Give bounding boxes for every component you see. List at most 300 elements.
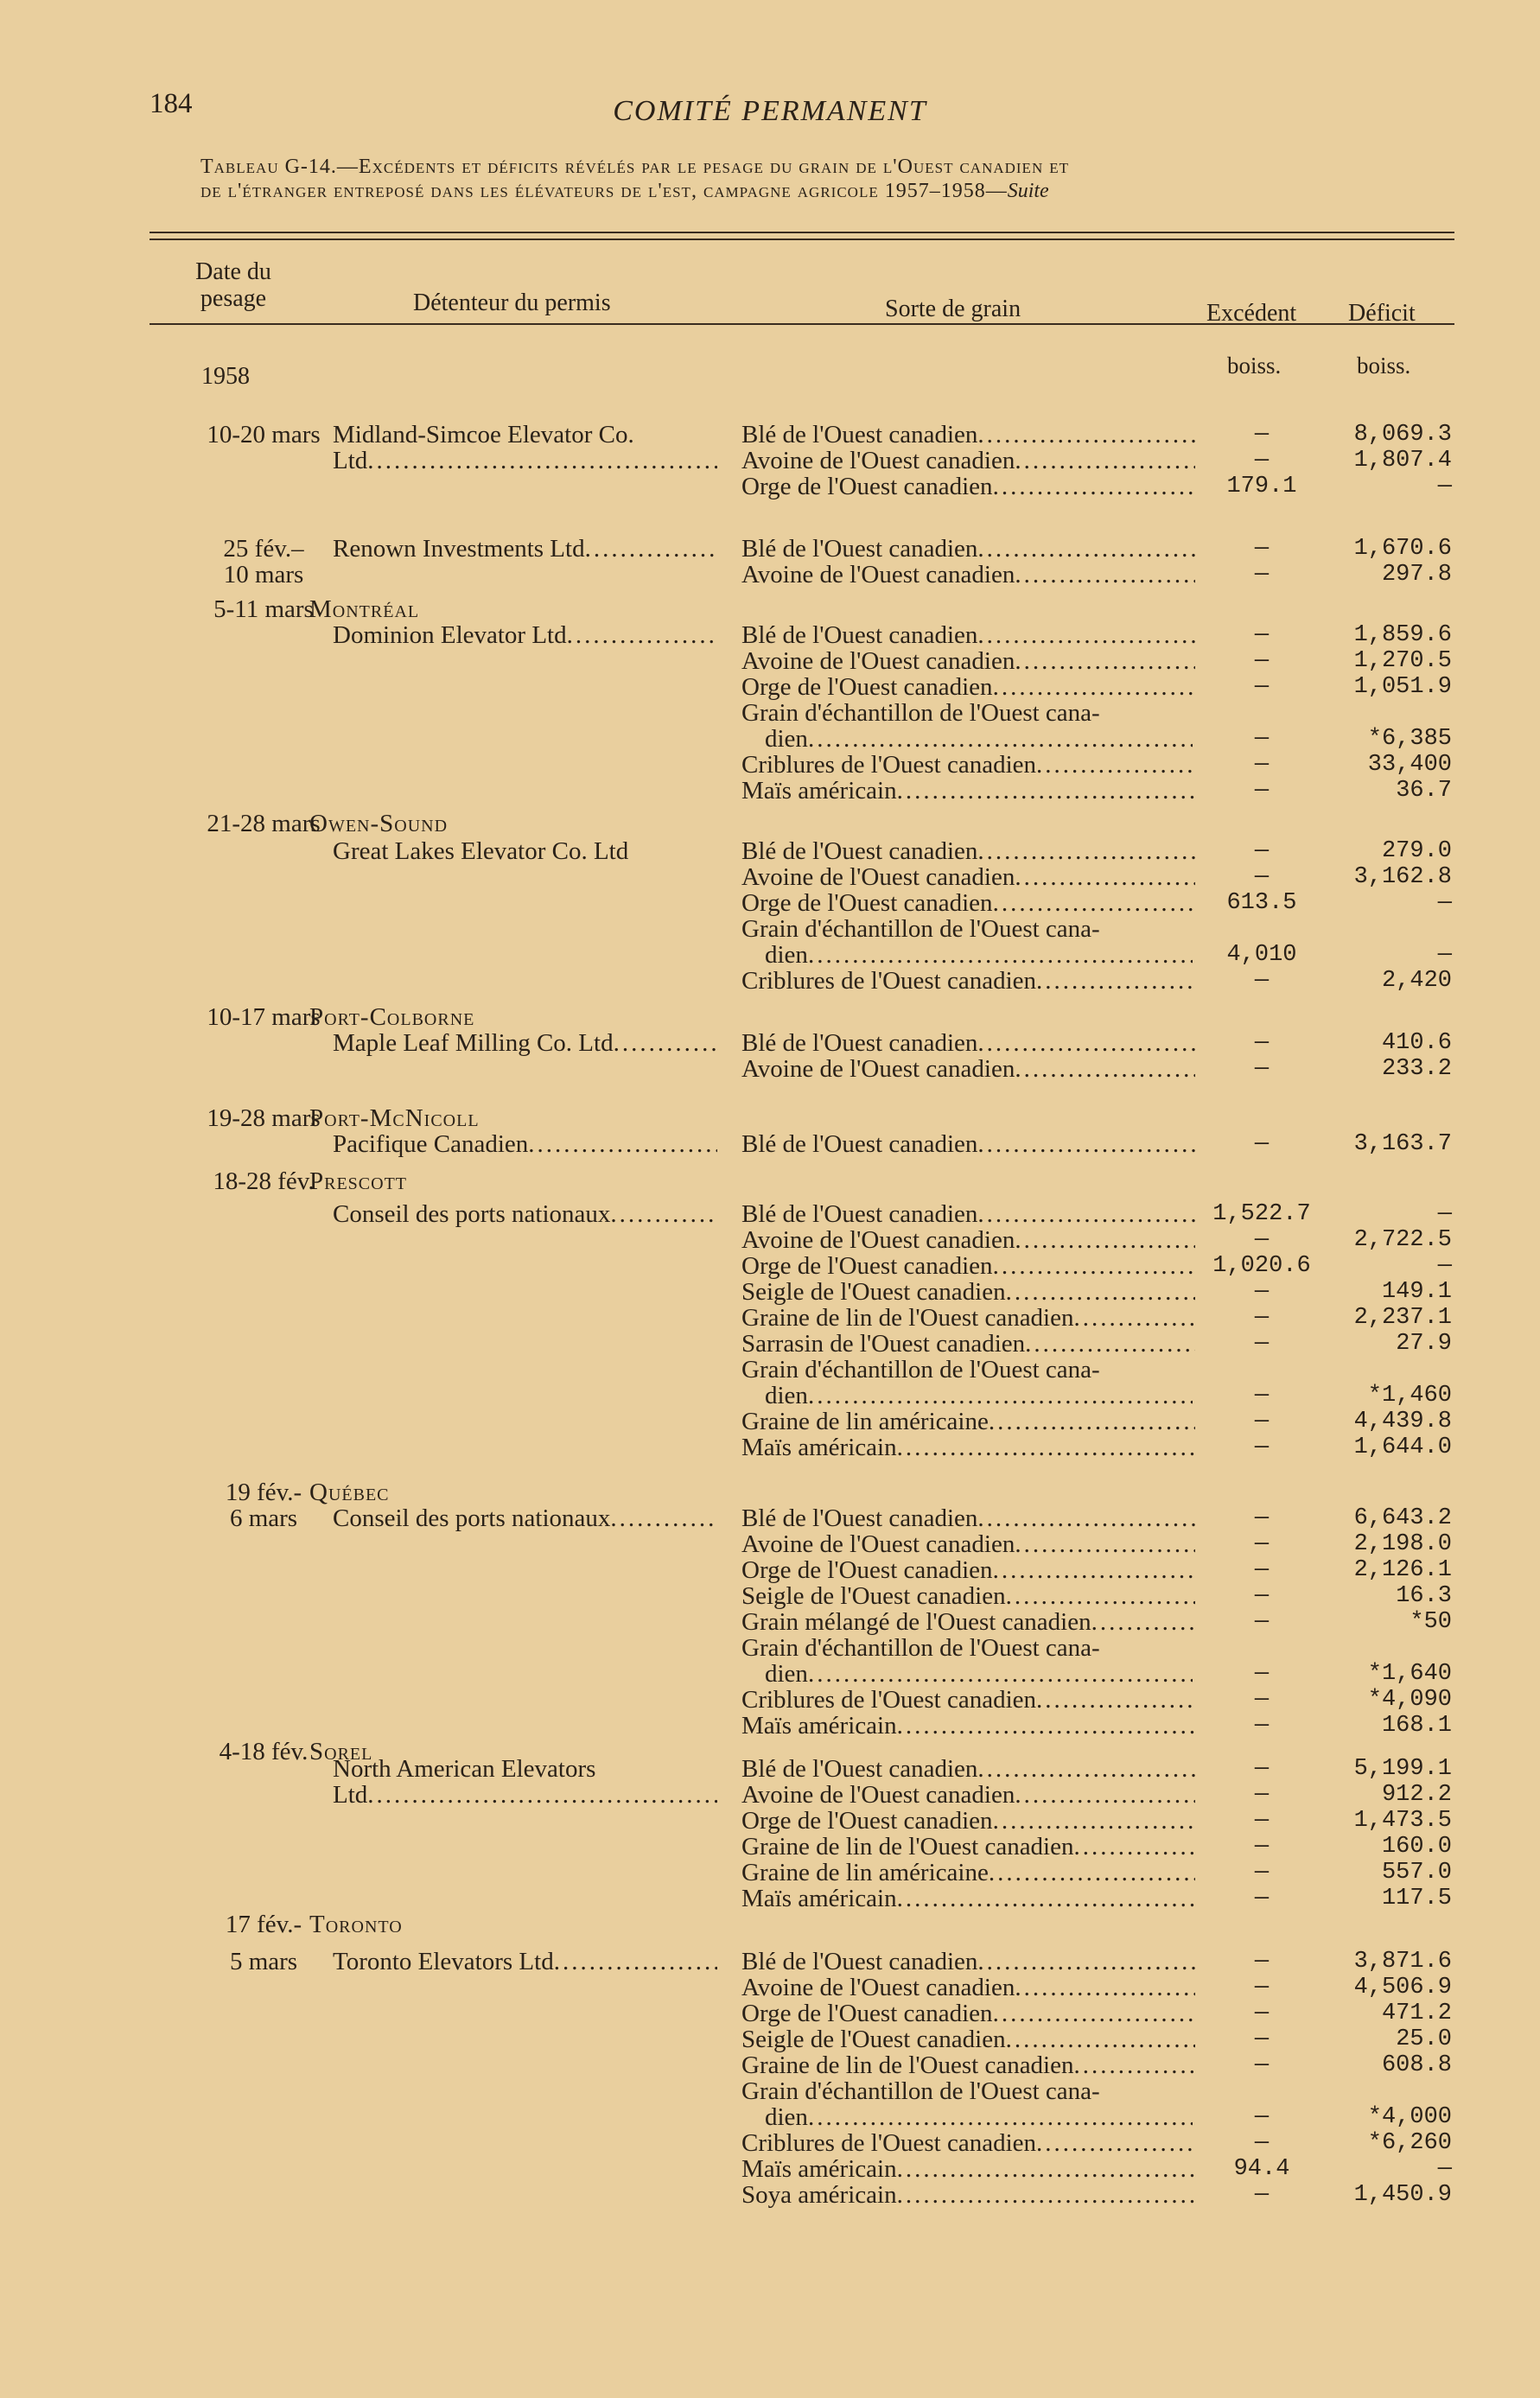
row-excess: — [1254, 1434, 1270, 1460]
table-row [0, 2104, 1540, 2130]
dot-leader [993, 2000, 1195, 2026]
row-grain [765, 726, 1193, 752]
row-grain-text: Orge de l'Ouest canadien [741, 890, 993, 916]
row-grain [741, 648, 1195, 674]
row-holder [333, 1201, 717, 1227]
dot-leader [1036, 1687, 1195, 1713]
table-row [0, 968, 1540, 994]
table-row [0, 1713, 1540, 1739]
header-grain: Sorte de grain [885, 296, 1021, 322]
row-grain: Grain d'échantillon de l'Ouest cana- [741, 699, 1100, 727]
table-row [0, 1687, 1540, 1713]
row-deficit: 2,126.1 [1353, 1557, 1452, 1583]
table-row [0, 2052, 1540, 2078]
table-row [0, 1808, 1540, 1834]
header-rule-bottom [150, 323, 1454, 325]
dot-leader [367, 448, 717, 474]
dot-leader [977, 422, 1195, 448]
row-grain-text: Orge de l'Ouest canadien [741, 674, 993, 700]
row-grain [741, 1609, 1195, 1635]
row-excess: — [1254, 2052, 1270, 2078]
dot-leader [993, 1557, 1195, 1583]
table-row [0, 1583, 1540, 1609]
row-deficit: — [1437, 942, 1452, 968]
table-row [0, 1383, 1540, 1409]
row-grain-text: dien [765, 942, 808, 968]
row-deficit: 1,859.6 [1353, 622, 1452, 648]
row-deficit: 4,506.9 [1353, 1975, 1452, 2000]
table-row [0, 778, 1540, 804]
row-excess: — [1254, 2130, 1270, 2156]
table-row [0, 1030, 1540, 1056]
header-date-line-2: pesage [200, 284, 267, 312]
row-deficit: 2,198.0 [1353, 1531, 1452, 1557]
row-excess: — [1254, 1860, 1270, 1886]
row-grain-text: dien [765, 1383, 808, 1409]
row-grain-text: Seigle de l'Ouest canadien [741, 2026, 1006, 2052]
dot-leader [808, 2104, 1193, 2130]
dot-leader [610, 1505, 717, 1531]
row-excess: — [1254, 562, 1270, 588]
row-excess: — [1254, 1056, 1270, 1082]
table-row [0, 1911, 1540, 1937]
row-grain [741, 1782, 1195, 1808]
row-excess: — [1254, 2182, 1270, 2208]
row-excess: 613.5 [1226, 890, 1297, 916]
row-deficit: 1,807.4 [1353, 448, 1452, 474]
row-excess: — [1254, 968, 1270, 994]
row-grain [741, 1531, 1195, 1557]
row-holder [333, 622, 717, 648]
row-deficit: 471.2 [1381, 2000, 1452, 2026]
row-deficit: 36.7 [1396, 778, 1452, 804]
row-grain-text: Maïs américain [741, 1434, 897, 1460]
row-grain-text: Avoine de l'Ouest canadien [741, 864, 1015, 890]
table-row [0, 864, 1540, 890]
table-row [0, 1557, 1540, 1583]
row-city: Québec [309, 1479, 390, 1506]
header-date [173, 259, 294, 313]
row-deficit: *4,090 [1367, 1687, 1452, 1713]
row-grain-text: Seigle de l'Ouest canadien [741, 1583, 1006, 1609]
row-grain [741, 1056, 1195, 1082]
row-grain [765, 1661, 1193, 1687]
row-holder-text: Conseil des ports nationaux [333, 1201, 611, 1227]
row-grain-text: Sarrasin de l'Ouest canadien [741, 1331, 1026, 1357]
row-grain-text: Graine de lin américaine [741, 1409, 989, 1434]
row-grain-text: dien [765, 1661, 808, 1687]
row-grain: Grain d'échantillon de l'Ouest cana- [741, 915, 1100, 943]
row-excess: — [1254, 1030, 1270, 1056]
row-grain-text: Orge de l'Ouest canadien [741, 1808, 993, 1834]
row-grain [741, 1201, 1195, 1227]
dot-leader [989, 1860, 1195, 1886]
row-date: 19 fév.- [225, 1479, 302, 1506]
row-excess: — [1254, 1687, 1270, 1713]
dot-leader [1006, 2026, 1195, 2052]
row-grain-text: Blé de l'Ouest canadien [741, 1131, 978, 1157]
row-grain [741, 674, 1195, 700]
row-grain-text: Blé de l'Ouest canadien [741, 422, 978, 448]
dot-leader [897, 1713, 1195, 1739]
row-excess: — [1254, 2026, 1270, 2052]
row-holder [333, 1131, 717, 1157]
row-grain-text: Maïs américain [741, 778, 897, 804]
row-city: Sorel [309, 1738, 373, 1765]
row-grain [741, 968, 1195, 994]
table-row [0, 1305, 1540, 1331]
dot-leader [808, 1661, 1193, 1687]
row-grain-text: Orge de l'Ouest canadien [741, 1557, 993, 1583]
row-grain-text: Blé de l'Ouest canadien [741, 1505, 978, 1531]
dot-leader [993, 474, 1195, 499]
row-deficit: 1,270.5 [1353, 648, 1452, 674]
table-row [0, 1279, 1540, 1305]
row-deficit: 279.0 [1381, 838, 1452, 864]
dot-leader [977, 622, 1195, 648]
dot-leader [977, 536, 1195, 562]
row-grain [741, 474, 1195, 499]
row-deficit: 25.0 [1396, 2026, 1452, 2052]
table-caption [200, 156, 1454, 203]
row-grain-text: Blé de l'Ouest canadien [741, 1201, 978, 1227]
table-row [0, 2156, 1540, 2182]
row-excess: — [1254, 864, 1270, 890]
row-grain-text: Avoine de l'Ouest canadien [741, 1975, 1015, 2000]
row-deficit: 2,237.1 [1353, 1305, 1452, 1331]
row-excess: — [1254, 1782, 1270, 1808]
dot-leader [567, 622, 717, 648]
dot-leader [977, 1030, 1195, 1056]
table-row [0, 1479, 1540, 1505]
row-holder-text: Pacifique Canadien [333, 1131, 529, 1157]
row-grain-text: Blé de l'Ouest canadien [741, 838, 978, 864]
row-deficit: 16.3 [1396, 1583, 1452, 1609]
row-holder [333, 1030, 717, 1056]
row-excess: — [1254, 778, 1270, 804]
row-deficit: — [1437, 1201, 1452, 1227]
table-row [0, 2026, 1540, 2052]
row-deficit: *50 [1410, 1609, 1452, 1635]
row-grain [741, 1834, 1195, 1860]
row-excess: — [1254, 1975, 1270, 2000]
table-row [0, 1168, 1540, 1194]
row-date: 21-28 mars [207, 810, 321, 837]
row-grain-text: Seigle de l'Ouest canadien [741, 1279, 1006, 1305]
row-deficit: — [1437, 890, 1452, 916]
dot-leader [1015, 648, 1195, 674]
dot-leader [897, 1886, 1195, 1911]
row-grain [741, 1687, 1195, 1713]
row-city: Prescott [309, 1167, 408, 1195]
row-deficit: — [1437, 2156, 1452, 2182]
dot-leader [977, 1131, 1195, 1157]
row-excess: — [1254, 422, 1270, 448]
row-grain-text: Blé de l'Ouest canadien [741, 1949, 978, 1975]
row-deficit: *6,260 [1367, 2130, 1452, 2156]
row-deficit: 5,199.1 [1353, 1756, 1452, 1782]
row-grain [765, 1383, 1193, 1409]
row-grain [741, 422, 1195, 448]
row-holder [333, 536, 717, 562]
row-grain-text: Blé de l'Ouest canadien [741, 1030, 978, 1056]
row-grain [741, 2182, 1195, 2208]
row-grain [741, 890, 1195, 916]
table-row [0, 1357, 1540, 1383]
row-excess: 4,010 [1226, 942, 1297, 968]
row-grain [741, 752, 1195, 778]
row-excess: — [1254, 1383, 1270, 1409]
row-deficit: 27.9 [1396, 1331, 1452, 1357]
row-grain-text: Graine de lin de l'Ouest canadien [741, 1305, 1074, 1331]
row-deficit: 1,644.0 [1353, 1434, 1452, 1460]
row-deficit: 410.6 [1381, 1030, 1452, 1056]
dot-leader [897, 778, 1195, 804]
dot-leader [897, 2182, 1195, 2208]
row-grain [741, 1860, 1195, 1886]
row-excess: — [1254, 2000, 1270, 2026]
row-deficit: 1,051.9 [1353, 674, 1452, 700]
table-row [0, 916, 1540, 942]
row-excess: — [1254, 1409, 1270, 1434]
row-grain [741, 536, 1195, 562]
row-grain [741, 1713, 1195, 1739]
row-grain [741, 1583, 1195, 1609]
header-date-line-1: Date du [195, 258, 271, 285]
table-row [0, 811, 1540, 836]
table-row [0, 1434, 1540, 1460]
row-city: Montréal [309, 595, 420, 623]
table-row [0, 1131, 1540, 1157]
caption-line-2 [200, 180, 1454, 204]
caption-line-1: Tableau G-14.—Excédents et déficits révélés par le pesage du grain de l'Ouest canadien et [200, 156, 1069, 178]
row-excess: — [1254, 1834, 1270, 1860]
row-deficit: — [1437, 1253, 1452, 1279]
table-row [0, 1834, 1540, 1860]
row-grain [741, 1331, 1195, 1357]
row-holder-text: Dominion Elevator Ltd [333, 622, 567, 648]
table-row [0, 562, 1540, 588]
dot-leader [808, 726, 1193, 752]
dot-leader [585, 536, 717, 562]
row-excess: — [1254, 1279, 1270, 1305]
table-row [0, 1253, 1540, 1279]
row-excess: — [1254, 1331, 1270, 1357]
table-row [0, 1975, 1540, 2000]
dot-leader [1074, 1834, 1196, 1860]
row-grain [765, 2104, 1193, 2130]
table-row [0, 1609, 1540, 1635]
row-deficit: 912.2 [1381, 1782, 1452, 1808]
row-grain-text: Blé de l'Ouest canadien [741, 536, 978, 562]
table-row [0, 1949, 1540, 1975]
header-holder: Détenteur du permis [413, 289, 611, 316]
table-row [0, 700, 1540, 726]
dot-leader [1036, 752, 1195, 778]
row-deficit: 2,420 [1381, 968, 1452, 994]
table-row [0, 1331, 1540, 1357]
header-rule-top-2 [150, 239, 1454, 240]
row-deficit: 1,670.6 [1353, 536, 1452, 562]
row-grain [741, 622, 1195, 648]
row-grain-text: dien [765, 726, 808, 752]
table-row [0, 674, 1540, 700]
row-excess: — [1254, 622, 1270, 648]
row-grain [741, 448, 1195, 474]
row-date: 5-11 mars [213, 595, 314, 623]
row-grain-text: Criblures de l'Ouest canadien [741, 2130, 1037, 2156]
row-date: 6 mars [229, 1504, 298, 1532]
row-city: Port-Colborne [309, 1003, 475, 1031]
table-row [0, 838, 1540, 864]
caption-suite: Suite [1007, 179, 1049, 202]
running-head: COMITÉ PERMANENT [613, 95, 927, 127]
row-deficit: 608.8 [1381, 2052, 1452, 2078]
dot-leader [1006, 1583, 1195, 1609]
row-grain-text: Maïs américain [741, 1886, 897, 1911]
row-excess: — [1254, 1227, 1270, 1253]
dot-leader [1025, 1331, 1195, 1357]
row-grain-text: Grain mélangé de l'Ouest canadien [741, 1609, 1091, 1635]
dot-leader [1006, 1279, 1195, 1305]
row-deficit: 149.1 [1381, 1279, 1452, 1305]
row-grain [741, 1131, 1195, 1157]
row-excess: — [1254, 2104, 1270, 2130]
table-row [0, 2182, 1540, 2208]
dot-leader [1015, 1056, 1195, 1082]
row-grain [741, 562, 1195, 588]
table-row [0, 1860, 1540, 1886]
row-excess: — [1254, 448, 1270, 474]
table-row [0, 1782, 1540, 1808]
row-grain-text: Blé de l'Ouest canadien [741, 1756, 978, 1782]
table-row [0, 1105, 1540, 1131]
row-grain: Grain d'échantillon de l'Ouest cana- [741, 2077, 1100, 2105]
dot-leader [808, 1383, 1193, 1409]
row-grain-text: Graine de lin de l'Ouest canadien [741, 1834, 1074, 1860]
dot-leader [1015, 448, 1195, 474]
row-excess: 1,020.6 [1212, 1253, 1311, 1279]
row-grain [741, 1305, 1195, 1331]
row-excess: — [1254, 1808, 1270, 1834]
row-grain-text: Blé de l'Ouest canadien [741, 622, 978, 648]
row-date: 10-17 mars [207, 1003, 321, 1031]
dot-leader [1074, 2052, 1196, 2078]
row-grain-text: Criblures de l'Ouest canadien [741, 752, 1037, 778]
row-city: Port-McNicoll [309, 1104, 480, 1132]
row-grain-text: Orge de l'Ouest canadien [741, 1253, 993, 1279]
row-date: 10-20 mars [207, 421, 321, 448]
row-deficit: 33,400 [1367, 752, 1452, 778]
row-deficit: 6,643.2 [1353, 1505, 1452, 1531]
header-excess: Excédent [1206, 300, 1297, 327]
row-grain-text: Criblures de l'Ouest canadien [741, 1687, 1037, 1713]
dot-leader [1015, 1975, 1195, 2000]
row-grain [741, 1505, 1195, 1531]
row-deficit: — [1437, 474, 1452, 499]
dot-leader [1091, 1609, 1195, 1635]
table-row [0, 1505, 1540, 1531]
row-date: 10 mars [223, 561, 304, 588]
row-holder [333, 448, 717, 474]
year-label: 1958 [201, 363, 250, 390]
unit-excess: boiss. [1227, 353, 1282, 378]
row-deficit: 297.8 [1381, 562, 1452, 588]
dot-leader [1015, 562, 1195, 588]
table-row [0, 1531, 1540, 1557]
row-deficit: 557.0 [1381, 1860, 1452, 1886]
row-grain [741, 2000, 1195, 2026]
dot-leader [1015, 1782, 1195, 1808]
table-row [0, 474, 1540, 499]
row-grain-text: Avoine de l'Ouest canadien [741, 1056, 1015, 1082]
row-excess: — [1254, 1557, 1270, 1583]
dot-leader [1074, 1305, 1196, 1331]
row-excess: — [1254, 648, 1270, 674]
dot-leader [367, 1782, 717, 1808]
row-grain-text: Maïs américain [741, 2156, 897, 2182]
row-grain [741, 2026, 1195, 2052]
row-excess: — [1254, 1756, 1270, 1782]
row-date: 17 fév.- [225, 1911, 302, 1938]
row-grain [741, 1409, 1195, 1434]
row-grain-text: Avoine de l'Ouest canadien [741, 448, 1015, 474]
row-grain-text: Avoine de l'Ouest canadien [741, 1782, 1015, 1808]
dot-leader [1015, 864, 1195, 890]
dot-leader [1036, 2130, 1195, 2156]
row-grain [741, 1975, 1195, 2000]
row-excess: — [1254, 1661, 1270, 1687]
table-row [0, 890, 1540, 916]
row-holder [333, 1782, 717, 1808]
row-excess: — [1254, 1713, 1270, 1739]
row-deficit: 160.0 [1381, 1834, 1452, 1860]
row-grain-text: Soya américain [741, 2182, 897, 2208]
table-row [0, 1056, 1540, 1082]
row-deficit: 8,069.3 [1353, 422, 1452, 448]
row-deficit: 3,163.7 [1353, 1131, 1452, 1157]
row-grain [741, 1253, 1195, 1279]
row-excess: — [1254, 1131, 1270, 1157]
table-row [0, 2130, 1540, 2156]
table-row [0, 1409, 1540, 1434]
dot-leader [1015, 1227, 1195, 1253]
dot-leader [977, 1505, 1195, 1531]
dot-leader [610, 1201, 717, 1227]
row-grain-text: Maïs américain [741, 1713, 897, 1739]
table-row [0, 1201, 1540, 1227]
row-deficit: *6,385 [1367, 726, 1452, 752]
row-grain [741, 1756, 1195, 1782]
dot-leader [897, 1434, 1195, 1460]
row-deficit: 168.1 [1381, 1713, 1452, 1739]
row-excess: — [1254, 752, 1270, 778]
table-row [0, 942, 1540, 968]
table-row [0, 2000, 1540, 2026]
table-row [0, 726, 1540, 752]
row-excess: — [1254, 1609, 1270, 1635]
row-excess: — [1254, 1583, 1270, 1609]
row-grain [741, 1030, 1195, 1056]
row-excess: — [1254, 536, 1270, 562]
table-row [0, 622, 1540, 648]
row-grain [741, 1434, 1195, 1460]
dot-leader [989, 1409, 1195, 1434]
row-grain: Grain d'échantillon de l'Ouest cana- [741, 1634, 1100, 1662]
row-deficit: 1,473.5 [1353, 1808, 1452, 1834]
row-excess: — [1254, 838, 1270, 864]
row-grain-text: Criblures de l'Ouest canadien [741, 968, 1037, 994]
